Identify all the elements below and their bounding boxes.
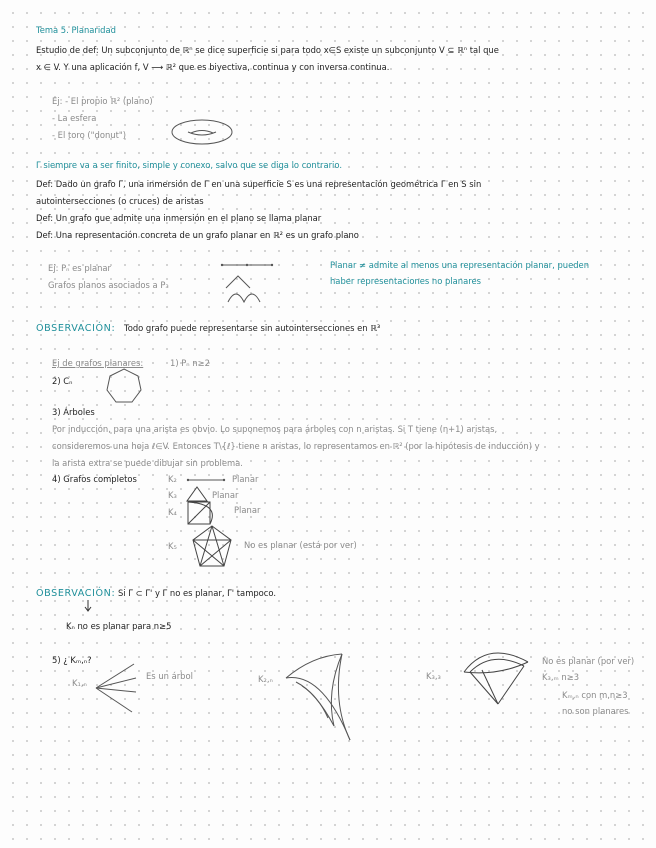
- bipartite-note4: no son planares: [562, 706, 629, 716]
- planar-note-line2: haber representaciones no planares: [330, 276, 482, 286]
- graphs-assumption-note: Γ siempre va a ser finito, simple y conexo, salvo que se diga lo contrario.: [36, 160, 342, 170]
- bipartite-note3: Kₘ,ₙ con m,n≥3: [562, 690, 628, 700]
- planar-graphs-item1: 1) Pₙ n≥2: [170, 358, 210, 368]
- bipartite-item5: 5) ¿ Kₘ,ₙ?: [52, 655, 92, 665]
- p3-drawings-icon: [218, 256, 278, 304]
- plane-graph-definition: Def: Una representación concreta de un grafo planar en ℝ² es un grafo plano: [36, 230, 359, 240]
- k33-label: K₃,₃: [426, 671, 441, 681]
- trees-proof-line3: la arista extra se puede dibujar sin problema.: [52, 458, 243, 468]
- immersion-definition-line2: autointersecciones (o cruces) de aristas: [36, 196, 204, 206]
- surface-definition-line2: x ∈ V. Y una aplicación f, V ⟶ ℝ² que es biyectiva, continua y con inversa continua.: [36, 62, 390, 72]
- k2n-graph-icon: [282, 652, 356, 744]
- bipartite-note2: K₃,ₘ n≥3: [542, 672, 580, 682]
- immersion-definition-line1: Def: Dado un grafo Γ, una inmersión de Γ en una superficie S es una representación geométrica Γ en S sin: [36, 179, 482, 189]
- planar-note-line1: Planar ≠ admite al menos una representación planar, pueden: [330, 260, 590, 270]
- page-title: Tema 5. Planaridad: [36, 25, 116, 35]
- planar-graphs-item4: 4) Grafos completos: [52, 474, 137, 484]
- examples-line2: - La esfera: [52, 113, 97, 123]
- torus-icon: [170, 117, 234, 147]
- surface-definition-line1: Estudio de def: Un subconjunto de ℝⁿ se dice superficie si para todo x∈S existe un subconjunto V ⊆ ℝⁿ tal que: [36, 45, 499, 55]
- observation2-conclusion: Kₙ no es planar para n≥5: [66, 621, 172, 631]
- k2-planar-label: Planar: [232, 474, 259, 484]
- k3-planar-label: Planar: [212, 490, 239, 500]
- examples-line1: Ej: - El propio ℝ² (plano): [52, 96, 153, 106]
- k33-graph-icon: [458, 646, 534, 706]
- k2-graph-icon: [184, 474, 228, 486]
- k1n-label: K₁,ₙ: [72, 678, 87, 688]
- examples-line3: - El toro ("donut"): [52, 130, 126, 140]
- implies-arrow-icon: [84, 600, 92, 612]
- trees-proof-line2: consideremos una hoja ℓ∈V. Entonces T\{ℓ} tiene n aristas, lo representamos en ℝ² (por la hipótesis de inducción) y: [52, 441, 540, 451]
- k5-graph-icon: [190, 524, 234, 570]
- planar-graphs-heading: Ej de grafos planares:: [52, 358, 144, 368]
- k5-label: K₅: [168, 541, 177, 551]
- k4-label: K₄: [168, 507, 177, 517]
- cycle-graph-icon: [104, 367, 144, 407]
- observation2-text: Si Γ ⊂ Γ' y Γ no es planar, Γ' tampoco.: [118, 588, 277, 598]
- k3-label: K₃: [168, 490, 177, 500]
- k2n-label: K₂,ₙ: [258, 674, 273, 684]
- k1n-note: Es un árbol: [146, 671, 193, 681]
- trees-proof-line1: Por inducción, para una arista es obvio. Lo suponemos para árboles con n aristas. Si T tiene (n+1) aristas,: [52, 424, 498, 434]
- k5-not-planar-label: No es planar (está por ver): [244, 540, 357, 550]
- bipartite-note1: No es planar (por ver): [542, 656, 635, 666]
- observation2-label: OBSERVACIÓN:: [36, 588, 116, 599]
- planar-definition: Def: Un grafo que admite una inmersión en el plano se llama planar: [36, 213, 322, 223]
- planar-graphs-item2: 2) Cₙ: [52, 376, 73, 386]
- observation-text: Todo grafo puede representarse sin autointersecciones en ℝ³: [124, 323, 381, 333]
- planar-example-line2: Grafos planos asociados a P₃: [48, 280, 169, 290]
- observation-label: OBSERVACIÓN:: [36, 323, 116, 334]
- planar-graphs-item3: 3) Árboles: [52, 407, 95, 417]
- k1n-graph-icon: [92, 660, 138, 716]
- k2-label: K₂: [168, 474, 177, 484]
- k4-planar-label: Planar: [234, 505, 261, 515]
- planar-example-line1: Ej: Pₙ es planar: [48, 263, 111, 273]
